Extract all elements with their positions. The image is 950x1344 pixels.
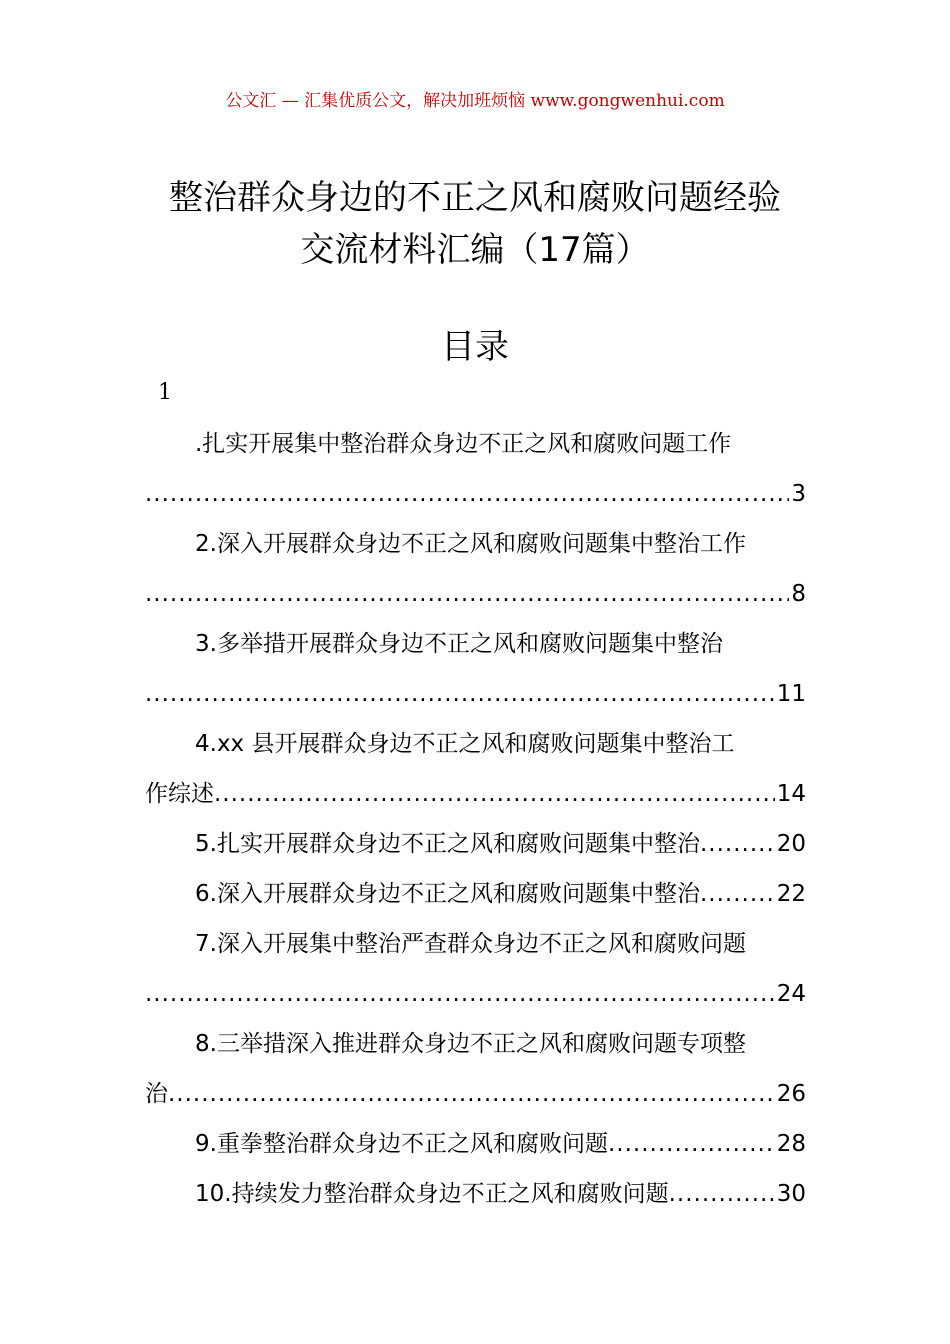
toc-entry-title: .扎实开展集中整治群众身边不正之风和腐败问题工作: [195, 431, 732, 457]
toc-leader-dots: [145, 569, 789, 619]
toc-leader-dots: [608, 1119, 775, 1169]
toc-entry-continuation: 作综述: [145, 781, 214, 807]
toc-leader-dots: [669, 1169, 775, 1219]
toc-entry-title: 7.深入开展集中整治严查群众身边不正之风和腐败问题: [195, 931, 746, 957]
toc-leader-dots: [168, 1069, 775, 1119]
toc-leader-dots: [145, 669, 775, 719]
toc-heading: 目录: [441, 327, 509, 367]
toc-entry-title: 5.扎实开展群众身边不正之风和腐败问题集中整治: [195, 831, 700, 857]
toc-entry-6[interactable]: [145, 869, 806, 919]
toc-page-number: 14: [776, 781, 806, 807]
toc-page-number: 24: [776, 981, 806, 1007]
toc-first-number: 1: [158, 380, 172, 405]
toc-entry-4[interactable]: [145, 719, 806, 819]
toc-page-number: 20: [776, 831, 806, 857]
toc-leader-dots: [700, 819, 775, 869]
toc-leader-dots: [700, 869, 775, 919]
toc-entry-continuation: 治: [145, 1081, 168, 1107]
toc-entry-title: 2.深入开展群众身边不正之风和腐败问题集中整治工作: [195, 531, 746, 557]
toc-entry-title: 8.三举措深入推进群众身边不正之风和腐败问题专项整: [195, 1031, 746, 1057]
toc-entry-title: 9.重拳整治群众身边不正之风和腐败问题: [195, 1131, 608, 1157]
toc-page-number: 8: [791, 581, 806, 607]
toc-leader-dots: [214, 769, 775, 819]
toc-entry-3[interactable]: [145, 619, 806, 719]
title-line-2: 交流材料汇编（17篇）: [300, 230, 650, 270]
toc-entry-1[interactable]: [145, 419, 806, 519]
document-title: [0, 172, 950, 276]
toc-page-number: 22: [776, 881, 806, 907]
toc-page-number: 26: [776, 1081, 806, 1107]
table-of-contents: [145, 419, 806, 1219]
toc-entry-8[interactable]: [145, 1019, 806, 1119]
toc-page-number: 11: [776, 681, 806, 707]
toc-entry-title: 3.多举措开展群众身边不正之风和腐败问题集中整治: [195, 631, 723, 657]
toc-entry-7[interactable]: [145, 919, 806, 1019]
toc-leader-dots: [145, 969, 775, 1019]
toc-entry-10[interactable]: [145, 1169, 806, 1219]
toc-page-number: 28: [776, 1131, 806, 1157]
toc-entry-5[interactable]: [145, 819, 806, 869]
toc-entry-9[interactable]: [145, 1119, 806, 1169]
toc-entry-title: 4.xx 县开展群众身边不正之风和腐败问题集中整治工: [195, 731, 735, 757]
title-line-1: 整治群众身边的不正之风和腐败问题经验: [169, 178, 781, 218]
header-text: 公文汇 — 汇集优质公文，解决加班烦恼 www.gongwenhui.com: [225, 91, 725, 111]
toc-leader-dots: [145, 469, 789, 519]
toc-page-number: 30: [776, 1181, 806, 1207]
toc-page-number: 3: [791, 481, 806, 507]
toc-entry-title: 6.深入开展群众身边不正之风和腐败问题集中整治: [195, 881, 700, 907]
toc-entry-2[interactable]: [145, 519, 806, 619]
toc-entry-title: 10.持续发力整治群众身边不正之风和腐败问题: [195, 1181, 669, 1207]
site-header: [0, 86, 950, 111]
